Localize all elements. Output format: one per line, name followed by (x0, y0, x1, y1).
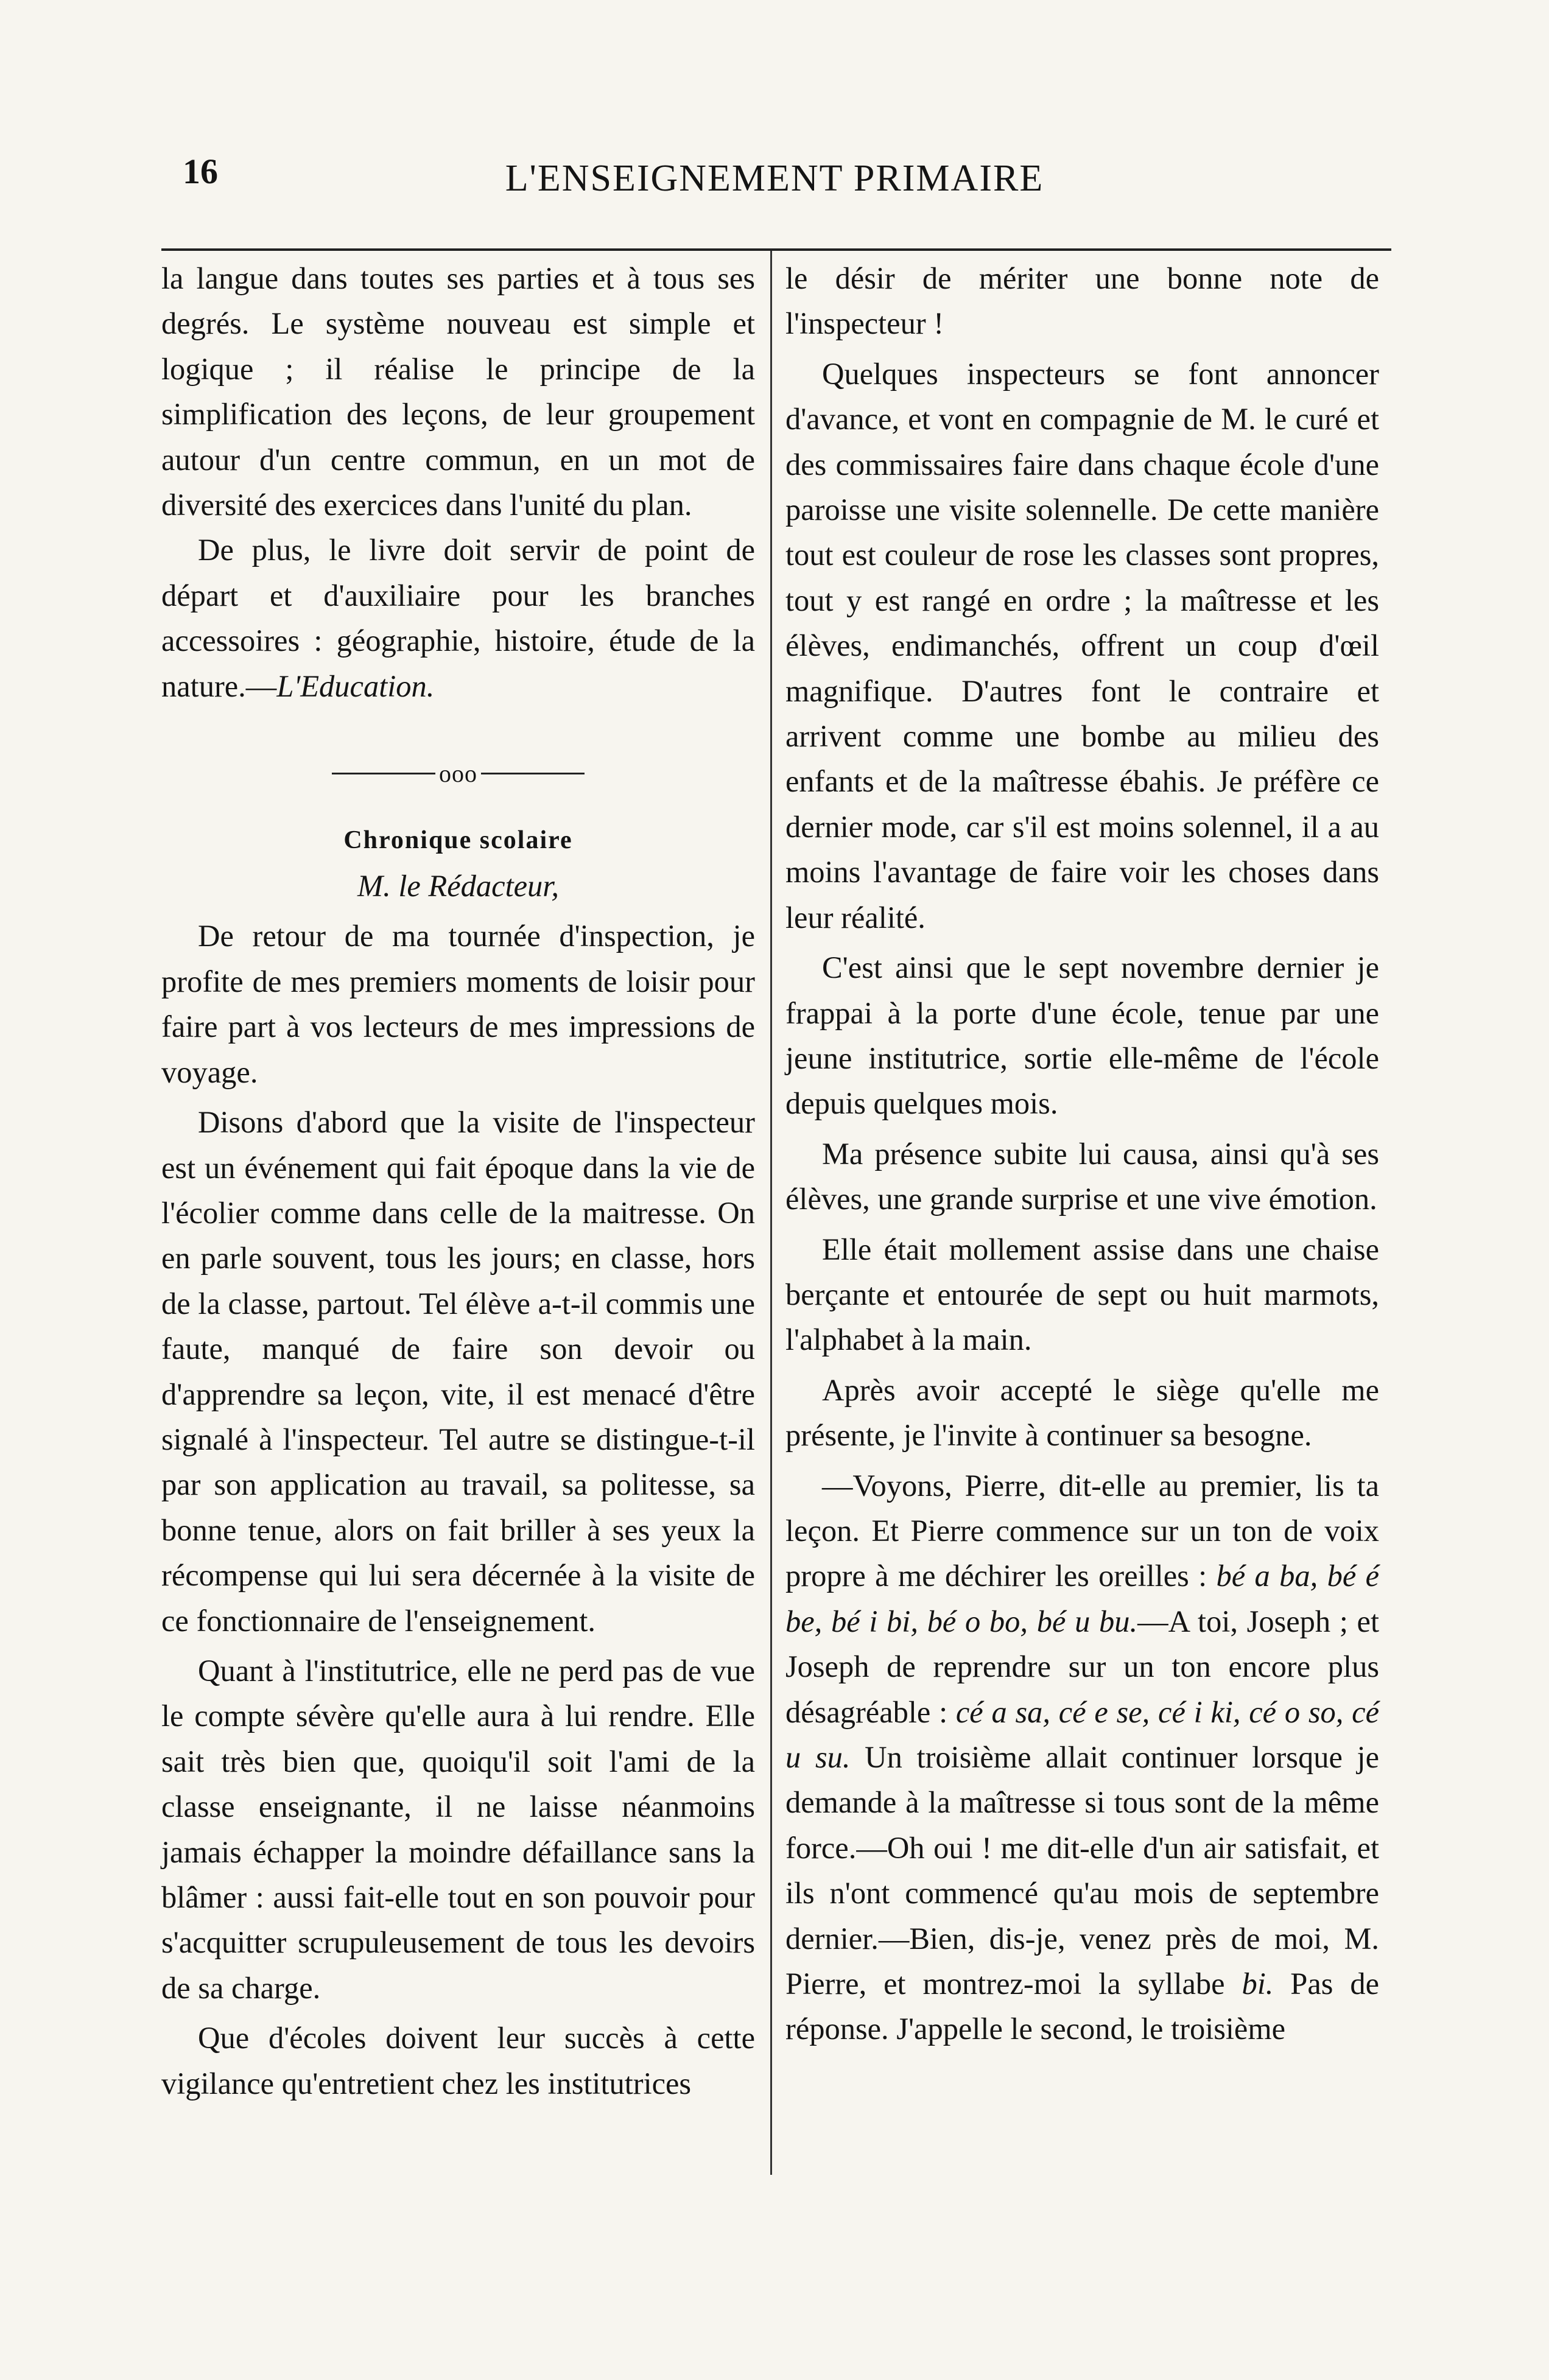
paragraph: Quelques inspecteurs se font annoncer d'avance, et vont en compagnie de M. le curé et des commissaires faire dans chaque école d'une paroisse une visite solennelle. De cette manière tout est couleur de rose les classes sont propres, tout y est rangé en ordre ; la maîtresse et les élèves, endimanchés, offrent un coup d'œil magnifique. D'autres font le contraire et arrivent comme une bombe au milieu des enfants et de la maîtresse ébahis. Je préfère ce dernier mode, car s'il est moins solennel, il a au moins l'avantage de faire voir les choses dans leur réalité. (785, 356, 1379, 935)
paragraph: Quant à l'institutrice, elle ne perd pas de vue le compte sévère qu'elle aura à lui rendre. Elle sait très bien que, quoiqu'il soit l'ami de la classe enseignante, il ne laisse néanmoins jamais échapper la moindre défaillance sans la blâmer : aussi fait-elle tout en son pouvoir pour s'acquitter scrupuleusement de tous les devoirs de sa charge. (161, 1653, 755, 2005)
page-number: 16 (183, 152, 218, 191)
paragraph: Disons d'abord que la visite de l'inspecteur est un événement qui fait époque dans la vie de l'écolier comme dans celle de la maitresse. On en parle souvent, tous les jours; en classe, hors de la classe, partout. Tel élève a-t-il commis une faute, manqué de faire son devoir ou d'apprendre sa leçon, vite, il est menacé d'être signalé à l'inspecteur. Tel autre se distingue-t-il par son application au travail, sa politesse, sa bonne tenue, alors on fait briller à ses yeux la récompense qui lui sera décernée à la visite de ce fonctionnaire de l'enseignement. (161, 1105, 755, 1638)
header-rule (161, 248, 1391, 251)
separator-mark: ooo (439, 759, 477, 787)
paragraph: le désir de mériter une bonne note de l'inspecteur ! (785, 261, 1379, 341)
paragraph: Elle était mollement assise dans une chaise berçante et entourée de sept ou huit marmots, l'alphabet à la main. (785, 1232, 1379, 1357)
salutation: M. le Rédacteur, (357, 869, 559, 904)
paragraph: Que d'écoles doivent leur succès à cette vigilance qu'entretient chez les institutrices (161, 2021, 755, 2101)
syllable-reading: bé a ba, bé é be, bé i bi, bé o bo, bé u bu. (785, 1559, 1379, 1638)
syllable-reading: bi. (1242, 1967, 1274, 2001)
paragraph: Ma présence subite lui causa, ainsi qu'à ses élèves, une grande surprise et une vive émotion. (785, 1136, 1379, 1216)
syllable-reading: cé a sa, cé e se, cé i ki, cé o so, cé u su. (785, 1694, 1379, 1774)
section-separator (161, 749, 755, 796)
paragraph: De retour de ma tournée d'inspection, je profite de mes premiers moments de loisir pour faire part à vos lecteurs de mes impressions de voyage. (161, 919, 755, 1089)
running-head-title: L'ENSEIGNEMENT PRIMAIRE (505, 158, 1044, 199)
paragraph-text: De plus, le livre doit servir de point de départ et d'auxiliaire pour les branches accessoires : géographie, histoire, étude de la nature.— (161, 533, 755, 703)
paragraph: Après avoir accepté le siège qu'elle me présente, je l'invite à continuer sa besogne. (785, 1372, 1379, 1453)
column-divider (770, 251, 772, 2175)
left-column (161, 256, 755, 2106)
paragraph-text: —Voyons, Pierre, dit-elle au premier, lis ta leçon. Et Pierre commence sur un ton de voix propre à me déchirer les oreilles : (785, 1468, 1379, 1593)
paragraph (785, 1463, 1379, 2052)
source-citation: L'Education. (276, 669, 435, 703)
paragraph-text: —A toi, Joseph ; et Joseph de reprendre sur un ton encore plus désagréable : (785, 1604, 1379, 1729)
paragraph: la langue dans toutes ses parties et à tous ses degrés. Le système nouveau est simple et logique ; il réalise le principe de la simplification des leçons, de leur groupement autour d'un centre commun, en un mot de diversité des exercices dans l'unité du plan. (161, 261, 755, 522)
right-column (785, 256, 1379, 2052)
paragraph-text: Un troisième allait continuer lorsque je demande à la maîtresse si tous sont de la même force.—Oh oui ! me dit-elle d'un air satisfait, et ils n'ont commencé qu'au mois de septembre dernier.—Bien, dis-je, venez près de moi, M. Pierre, et montrez-moi la syllabe (785, 1740, 1379, 2001)
article-heading: Chronique scolaire (343, 826, 573, 855)
paragraph (161, 527, 755, 709)
paragraph-text: Pas de réponse. J'appelle le second, le troisième (785, 1967, 1379, 2046)
paragraph: C'est ainsi que le sept novembre dernier je frappai à la porte d'une école, tenue par une jeune institutrice, sortie elle-même de l'école depuis quelques mois. (785, 950, 1379, 1121)
